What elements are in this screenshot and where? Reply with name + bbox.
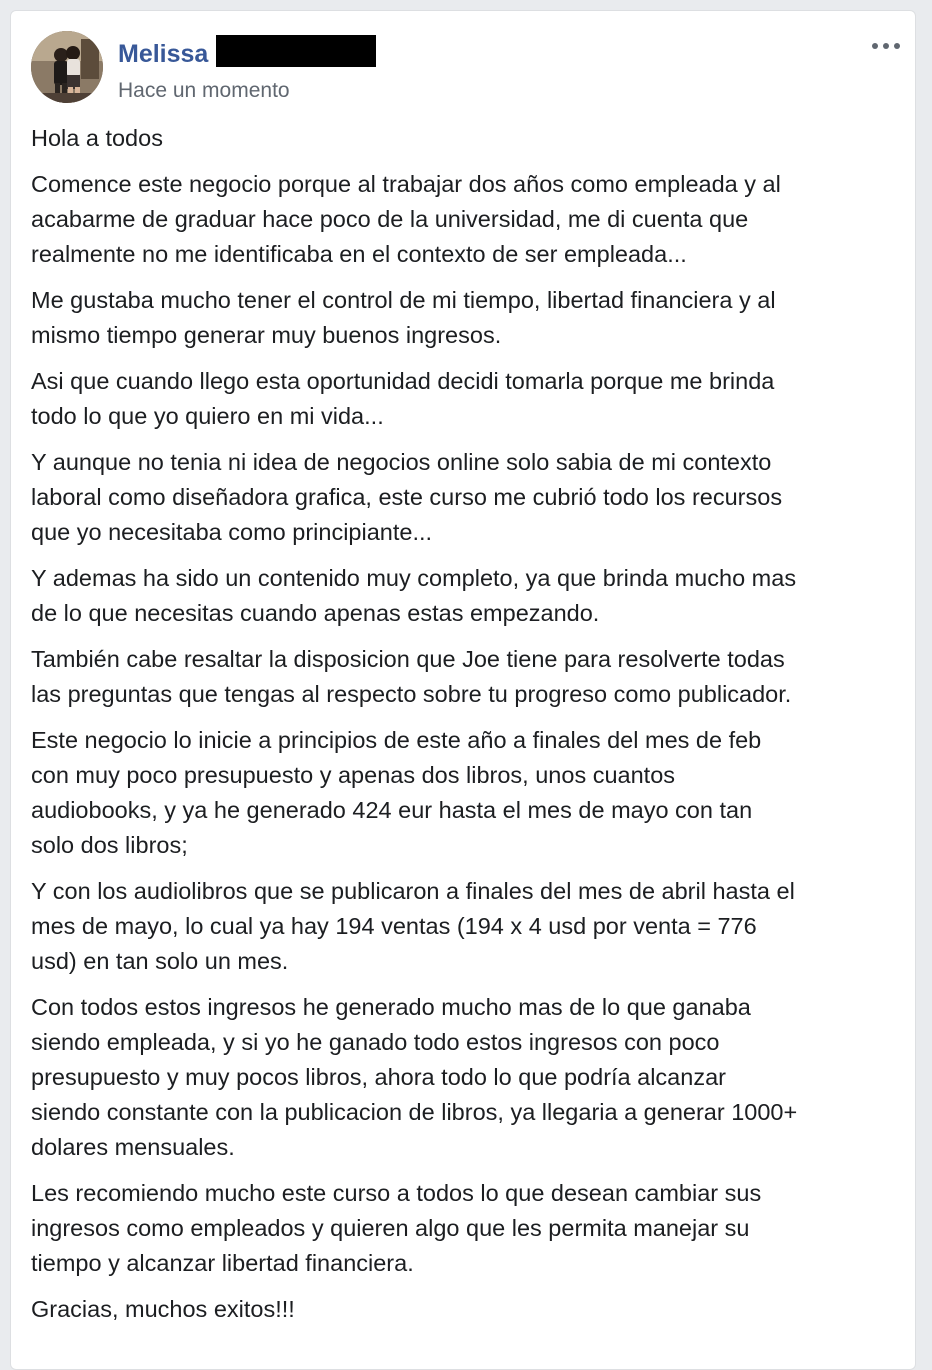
text-line: mes de mayo, lo cual ya hay 194 ventas (194 x 4 usd por venta = 776	[31, 913, 757, 939]
text-line: Les recomiendo mucho este curso a todos lo que desean cambiar sus	[31, 1180, 762, 1206]
text-line: Asi que cuando llego esta oportunidad decidi tomarla porque me brinda	[31, 368, 775, 394]
post-paragraph	[31, 283, 907, 353]
post-text	[31, 121, 907, 1338]
text-line: las preguntas que tengas al respecto sobre tu progreso como publicador.	[31, 681, 792, 707]
text-line: presupuesto y muy pocos libros, ahora todo lo que podría alcanzar	[31, 1064, 726, 1090]
text-line: ingresos como empleados y quieren algo que les permita manejar su	[31, 1215, 750, 1241]
post-paragraph	[31, 364, 907, 434]
text-line: solo dos libros;	[31, 832, 188, 858]
text-line: con muy poco presupuesto y apenas dos libros, unos cuantos	[31, 762, 676, 788]
text-line: Hola a todos	[31, 125, 163, 151]
profile-photo	[31, 31, 103, 103]
text-line: Este negocio lo inicie a principios de este año a finales del mes de feb	[31, 727, 762, 753]
text-line: dolares mensuales.	[31, 1134, 235, 1160]
post-paragraph	[31, 561, 907, 631]
text-line: siendo empleada, y si yo he ganado todo estos ingresos con poco	[31, 1029, 720, 1055]
avatar[interactable]	[31, 31, 103, 103]
post-paragraph	[31, 723, 907, 863]
text-line: Y ademas ha sido un contenido muy completo, ya que brinda mucho mas	[31, 565, 797, 591]
text-line: Comence este negocio porque al trabajar dos años como empleada y al	[31, 171, 781, 197]
post-timestamp[interactable]: Hace un momento	[118, 79, 290, 102]
text-line: de lo que necesitas cuando apenas estas empezando.	[31, 600, 600, 626]
text-line: todo lo que yo quiero en mi vida...	[31, 403, 384, 429]
post-paragraph	[31, 445, 907, 550]
text-line: También cabe resaltar la disposicion que Joe tiene para resolverte todas	[31, 646, 785, 672]
text-line: Y aunque no tenia ni idea de negocios online solo sabia de mi contexto	[31, 449, 772, 475]
text-line: que yo necesitaba como principiante...	[31, 519, 433, 545]
post-paragraph	[31, 1292, 907, 1327]
text-line: tiempo y alcanzar libertad financiera.	[31, 1250, 414, 1276]
post-paragraph	[31, 642, 907, 712]
post-paragraph	[31, 990, 907, 1165]
post-paragraph	[31, 874, 907, 979]
post-paragraph	[31, 167, 907, 272]
post-paragraph	[31, 1176, 907, 1281]
text-line: realmente no me identificaba en el contexto de ser empleada...	[31, 241, 687, 267]
text-line: Me gustaba mucho tener el control de mi tiempo, libertad financiera y al	[31, 287, 776, 313]
text-line: acabarme de graduar hace poco de la universidad, me di cuenta que	[31, 206, 749, 232]
text-line: laboral como diseñadora grafica, este curso me cubrió todo los recursos	[31, 484, 783, 510]
author-name[interactable]: Melissa	[118, 40, 209, 68]
text-line: Con todos estos ingresos he generado mucho mas de lo que ganaba	[31, 994, 751, 1020]
post-card	[10, 10, 916, 1370]
text-line: audiobooks, y ya he generado 424 eur hasta el mes de mayo con tan	[31, 797, 753, 823]
text-line: usd) en tan solo un mes.	[31, 948, 289, 974]
more-horizontal-icon	[872, 43, 900, 49]
more-options-button[interactable]	[863, 31, 909, 61]
text-line: Gracias, muchos exitos!!!	[31, 1296, 295, 1322]
post-paragraph	[31, 121, 907, 156]
redaction-bar	[216, 35, 376, 67]
text-line: mismo tiempo generar muy buenos ingresos.	[31, 322, 502, 348]
text-line: siendo constante con la publicacion de libros, ya llegaria a generar 1000+	[31, 1099, 798, 1125]
text-line: Y con los audiolibros que se publicaron a finales del mes de abril hasta el	[31, 878, 795, 904]
